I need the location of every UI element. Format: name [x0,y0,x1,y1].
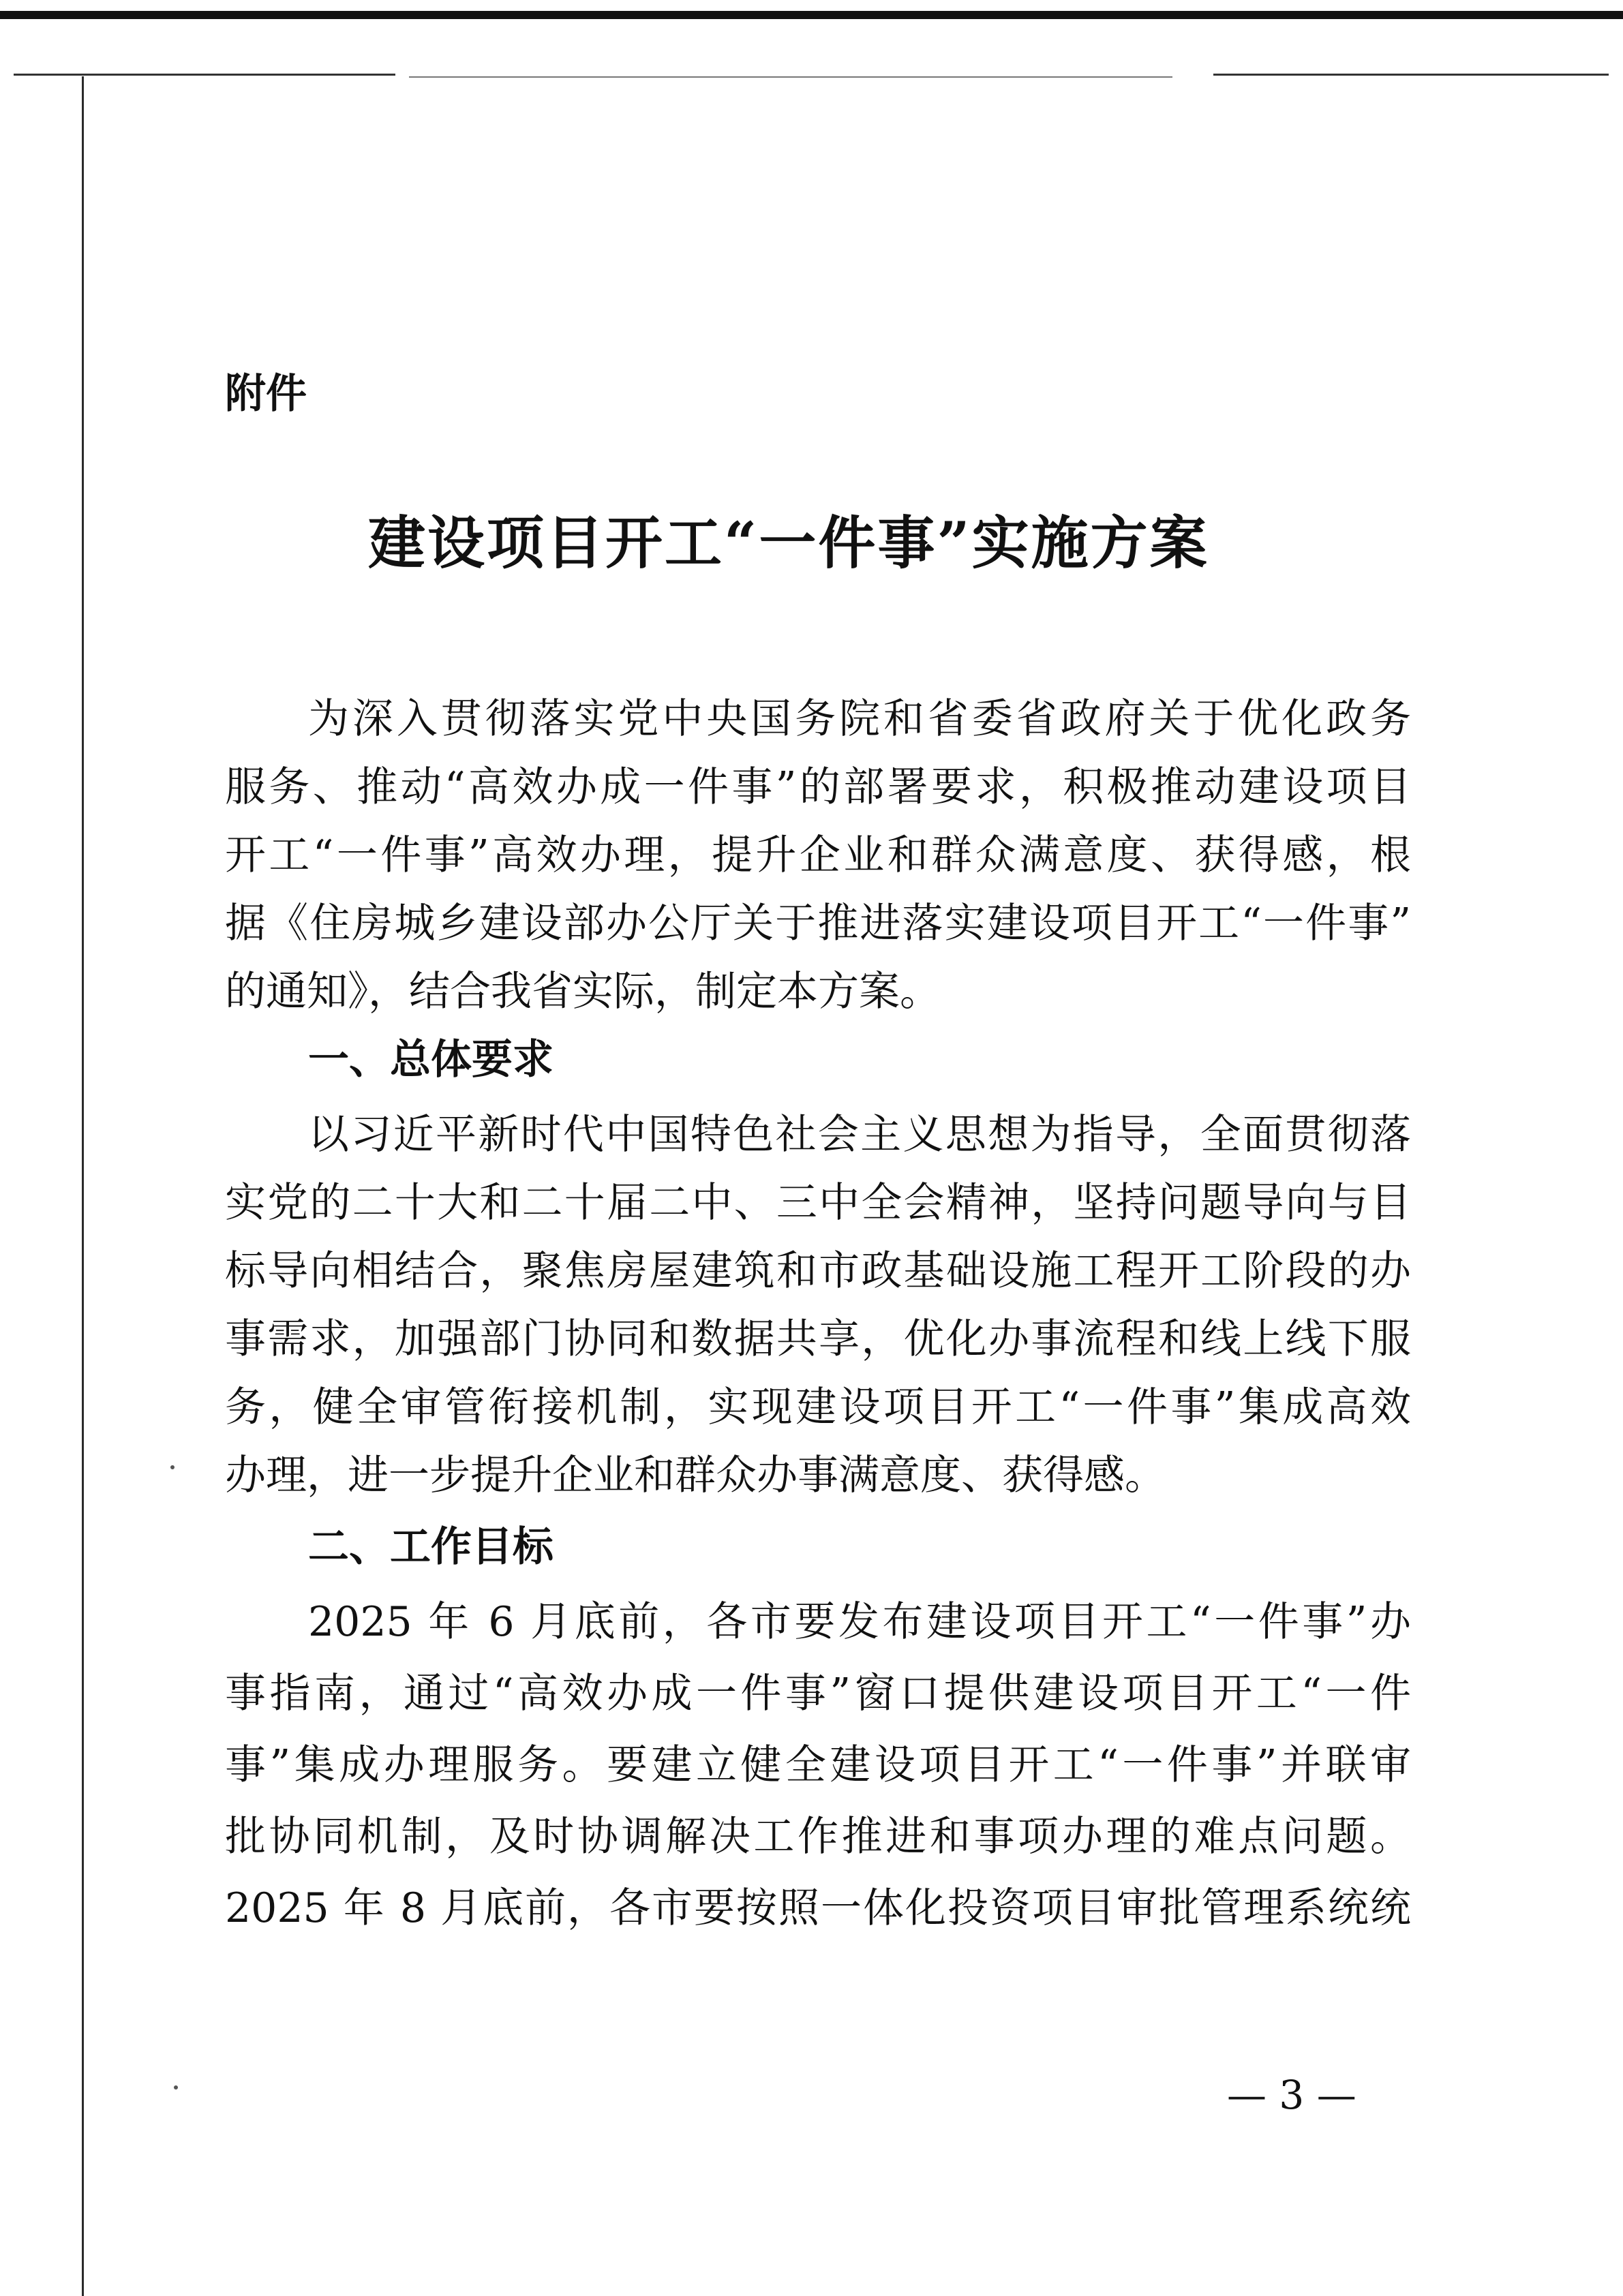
section-heading: 二、工作目标 [308,1523,553,1571]
paragraph-line: 2025 年 8 月底前，各市要按照一体化投资项目审批管理系统统 [225,1884,1411,1932]
header-rule [14,74,395,76]
paragraph-line: 为深入贯彻落实党中央国务院和省委省政府关于优化政务 [308,695,1411,743]
paragraph-line: 服务、推动“高效办成一件事”的部署要求，积极推动建设项目 [225,763,1411,811]
paragraph-line: 事”集成办理服务。要建立健全建设项目开工“一件事”并联审 [225,1741,1411,1789]
header-rule [1213,74,1609,76]
scan-top-border [0,11,1623,19]
paragraph-line: 标导向相结合，聚焦房屋建筑和市政基础设施工程开工阶段的办 [225,1247,1411,1295]
paragraph-line: 2025 年 6 月底前，各市要发布建设项目开工“一件事”办 [308,1598,1411,1646]
paragraph-line: 事需求，加强部门协同和数据共享，优化办事流程和线上线下服 [225,1315,1411,1363]
header-rule [409,76,1172,78]
page-number: — 3 — [1227,2072,1356,2118]
paragraph-line: 据《住房城乡建设部办公厅关于推进落实建设项目开工“一件事” [225,900,1411,947]
attachment-label: 附件 [225,370,307,418]
paragraph-line: 开工“一件事”高效办理，提升企业和群众满意度、获得感，根 [225,831,1411,879]
binding-margin-line [82,76,84,2296]
paragraph-line: 批协同机制，及时协调解决工作推进和事项办理的难点问题。 [225,1813,1411,1861]
paragraph-line: 以习近平新时代中国特色社会主义思想为指导，全面贯彻落 [308,1111,1411,1159]
paragraph-line: 办理，进一步提升企业和群众办事满意度、获得感。 [225,1452,1166,1499]
section-heading: 一、总体要求 [308,1036,553,1084]
paragraph-line: 的通知》，结合我省实际，制定本方案。 [225,968,941,1015]
scan-speck [174,2085,178,2090]
paragraph-line: 事指南，通过“高效办成一件事”窗口提供建设项目开工“一件 [225,1670,1411,1717]
scan-speck [170,1465,175,1469]
paragraph-line: 实党的二十大和二十届二中、三中全会精神，坚持问题导向与目 [225,1179,1411,1227]
document-title: 建设项目开工“一件事”实施方案 [368,509,1209,577]
paragraph-line: 务，健全审管衔接机制，实现建设项目开工“一件事”集成高效 [225,1383,1411,1431]
